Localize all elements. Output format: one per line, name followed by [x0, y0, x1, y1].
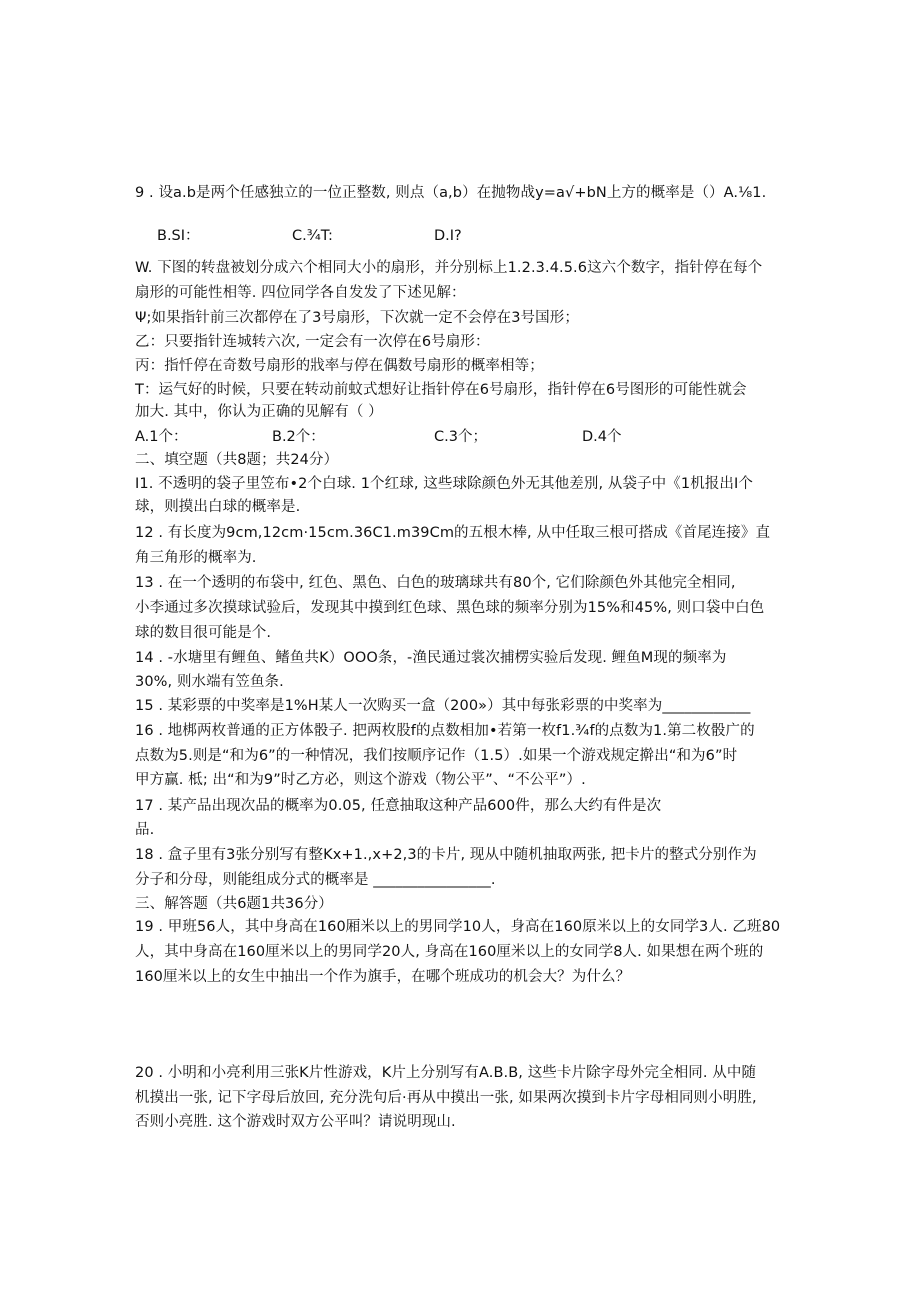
q10-line-2: 扇形的可能性相等. 四位同学各自发发了下述见解： [135, 285, 466, 301]
q16-line-3: 甲方赢. 柢; 出“和为9”时乙方必，则这个游戏（物公平”、“不公平”）. [135, 772, 586, 788]
q9-option-d: D.I? [434, 228, 462, 244]
q9-line-1: 9 . 设a.b是两个任感独立的一位正整数, 则点（a,b）在抛物战y=a√+bN上方的概率是（）A.⅛1. [135, 185, 767, 201]
q17-line-2: 品. [135, 822, 155, 838]
q19-line-1: 19 . 甲班56人，其中身高在160厢米以上的男同学10人，身高在160原米以上的女同学3人. 乙班80 [135, 919, 781, 935]
q14-line-1: 14 . -水塘里有鲤鱼、鳍鱼共K）OOO条，-渔民通过裳次捕楞实验后发现. 鲤鱼M现的频率为 [135, 650, 727, 666]
q9-option-c: C.¾T: [292, 228, 333, 244]
q20-line-1: 20 . 小明和小亮利用三张K片性游戏，K片上分别写有A.B.B, 这些卡片除字母外完全相同. 从中随 [135, 1065, 757, 1081]
q18-line-1: 18 . 盒子里有3张分别写有整Kx+1.,x+2,3的卡片, 现从中随机抽取两张, 把卡片的整式分别作为 [135, 847, 757, 863]
q13-line-2: 小李通过多次摸球试验后，发现其中摸到红色球、黑色球的频率分别为15%和45%, 则口袋中白色 [135, 600, 765, 616]
q10-line-6: T：运气好的时候，只要在转动前蚊式想好让指针停在6号扇形，指针停在6号图形的可能性就会 [135, 382, 747, 398]
q14-line-2: 30%, 则水端有笠鱼条. [135, 674, 284, 690]
q10-line-3: Ψ;如果指针前三次都停在了3号扇形，下次就一定不会停在3号国形； [135, 310, 579, 326]
q10-line-5: 丙：指忏停在奇数号扇形的戕率与停在偶数号扇形的概率相等； [135, 358, 544, 374]
q11-line-1: I1. 不透明的袋子里笠布•2个白球. 1个红球, 这些球除颜色外无其他差別, 从袋子中《1机报出I个 [135, 476, 753, 492]
q10-option-c: C.3个； [434, 429, 487, 445]
q20-line-2: 机摸出一张, 记下字母后放回, 充分洗句后·再从中摸出一张, 如果两次摸到卡片字母相同则小明胜, [135, 1090, 757, 1106]
q10-option-d: D.4个 [582, 429, 622, 445]
q16-line-1: 16 . 地梆两枚普通的正方体骰子. 把两枚股f的点数相加•若第一枚f1.¾f的点数为1.第二枚骰广的 [135, 723, 755, 739]
q12-line-1: 12 . 有长度为9cm,12cm·15cm.36C1.m39Cm的五根木棒, 从中任取三根可搭成《首尾连接》直 [135, 525, 771, 541]
q9-option-b: B.SI： [157, 228, 200, 244]
q10-line-1: W. 下图的转盘被划分成六个相同大小的扇形，并分别标上1.2.3.4.5.6这六个数字，指针停在每个 [135, 260, 763, 276]
q12-line-2: 角三角形的概率为. [135, 550, 257, 566]
q19-line-2: 人，其中身高在160厘米以上的男同学20人, 身高在160厘米以上的女同学8人. 如果想在两个班的 [135, 944, 764, 960]
q18-line-2: 分子和分母，则能组成分式的概率是 ________________. [135, 872, 496, 888]
q11-line-2: 球，则摸出白球的概率是. [135, 499, 301, 515]
q10-option-a: A.1个： [135, 429, 188, 445]
q19-line-3: 160厘米以上的女生中抽出一个作为旗手，在哪个班成功的机会大？为什么？ [135, 969, 631, 985]
q17-line-1: 17 . 某产品出现次品的概率为0.05, 任意抽取这种产品600件，那么大约有件是次 [135, 798, 662, 814]
q10-line-7: 加大. 其中，你认为正确的见解有（ ） [135, 404, 383, 420]
q10-line-4: 乙：只要指针连城转六次, 一定会有一次停在6号扇形： [135, 334, 490, 350]
q15-line-1: 15 . 某彩票的中奖率是1%H某人一次购买一盒（200»）其中每张彩票的中奖率为____________ [135, 698, 751, 714]
q16-line-2: 点数为5.则是“和为6”的一种情况，我们按顺序记作（1.5）.如果一个游戏规定擀出“和为6”时 [135, 748, 738, 764]
q10-option-b: B.2个： [272, 429, 325, 445]
section-2-heading: 二、填空题（共8题；共24分） [135, 452, 339, 468]
q20-line-3: 否则小亮胜. 这个游戏时双方公平叫？请说明现山. [135, 1114, 456, 1130]
section-3-heading: 三、解答题（共6题1共36分） [135, 896, 333, 912]
q13-line-1: 13 . 在一个透明的布袋中, 红色、黑色、白色的玻璃球共有80个, 它们除颜色外其他完全相同, [135, 575, 736, 591]
q13-line-3: 球的数目很可能是个. [135, 625, 272, 641]
